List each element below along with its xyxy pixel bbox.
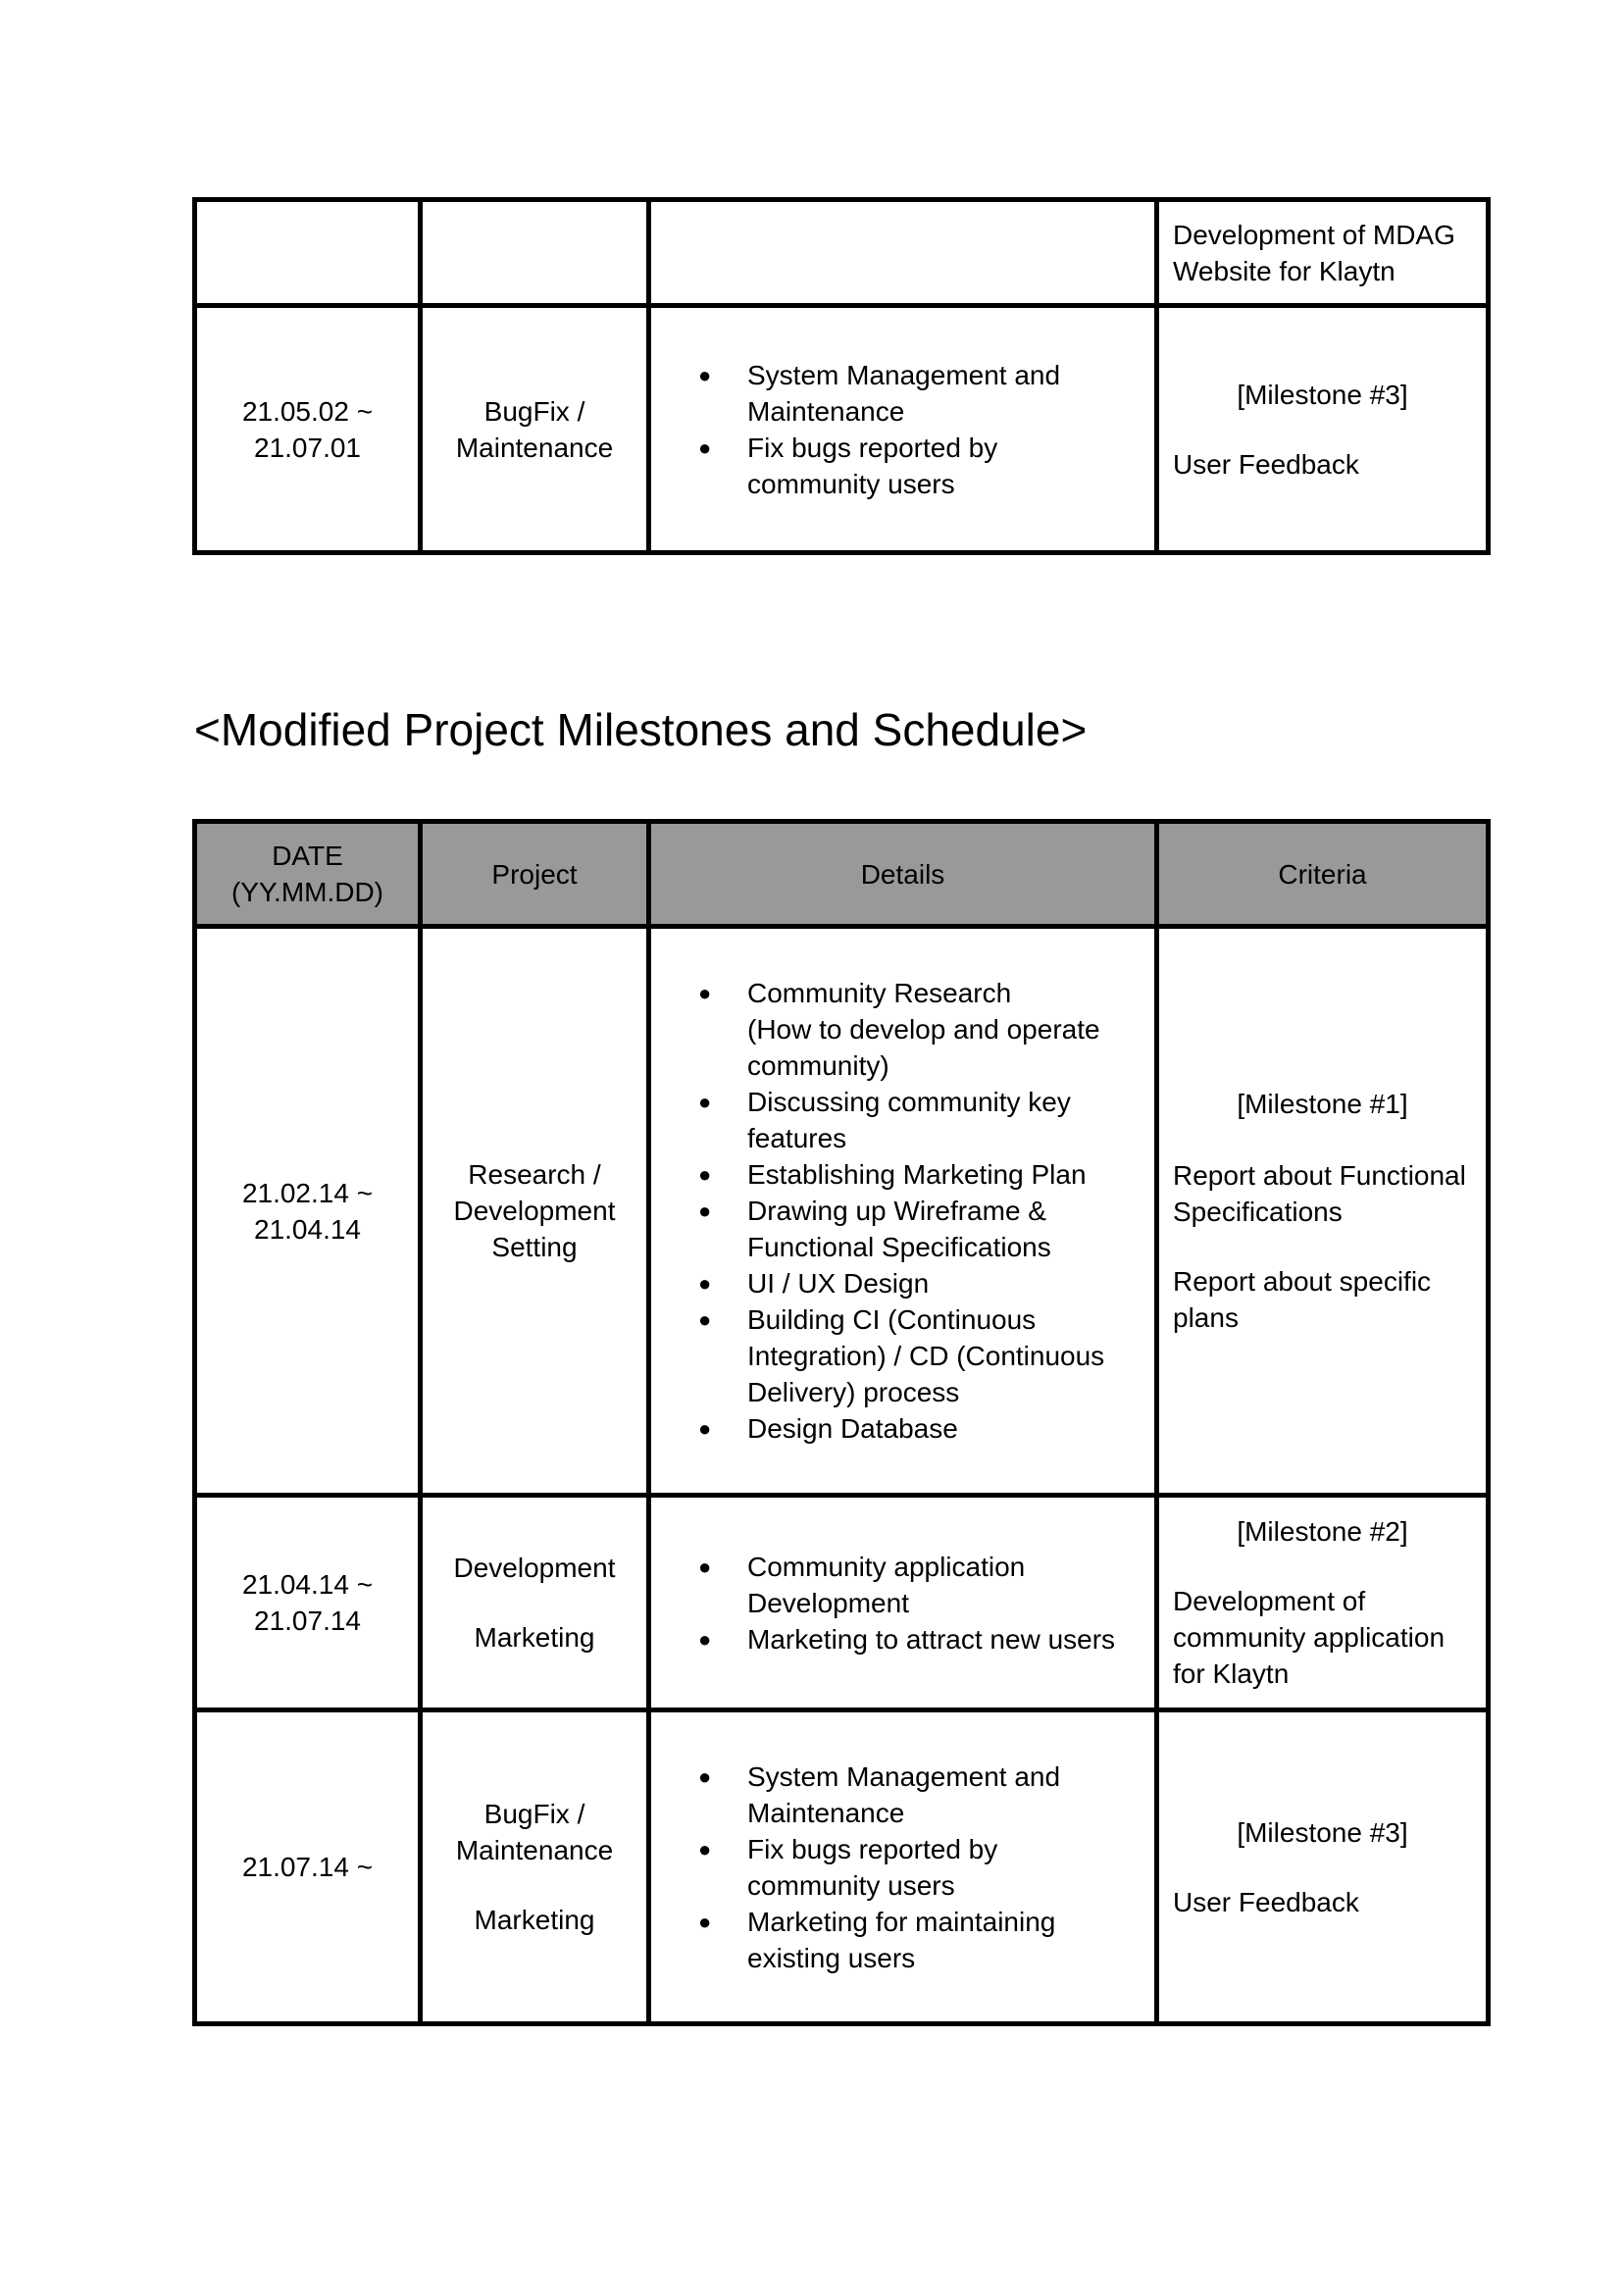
header-date: [195, 822, 421, 927]
criteria-text: Specifications: [1173, 1197, 1343, 1227]
project-cell: [421, 1496, 649, 1710]
list-item: [651, 1410, 1154, 1447]
date-line: 21.02.14 ~: [241, 1177, 374, 1208]
project-line: Marketing: [474, 1905, 595, 1935]
list-item: [651, 1265, 1154, 1301]
modified-schedule-table: [192, 819, 1491, 2026]
project-line: BugFix /: [483, 395, 585, 427]
criteria-cell: [1157, 1710, 1489, 2024]
list-item-text: ● Building CI (Continuous: [747, 1304, 1037, 1335]
list-item-text: ● Community application: [747, 1551, 1026, 1582]
section-heading: <Modified Project Milestones and Schedule>: [194, 704, 1088, 755]
table-row: [195, 1496, 1489, 1710]
date-line: 21.07.14: [254, 1606, 361, 1636]
milestone-label: [Milestone #2]: [1237, 1516, 1408, 1547]
list-item-text: ● Marketing to attract new users: [747, 1623, 1116, 1655]
list-item: [651, 1621, 1154, 1657]
project-cell: [421, 306, 649, 553]
details-list: [651, 975, 1154, 1447]
list-item: [651, 1759, 1154, 1831]
list-item: [651, 975, 1154, 1084]
details-list: [651, 1759, 1154, 1976]
criteria-text: Report about specific: [1173, 1266, 1432, 1297]
list-item-text: features: [747, 1123, 847, 1153]
list-item-text: ● System Management and: [747, 1760, 1061, 1792]
date-line: 21.07.14 ~: [241, 1852, 374, 1882]
project-line: BugFix /: [483, 1799, 585, 1829]
header-criteria: Criteria: [1157, 822, 1489, 927]
date-cell: [195, 306, 421, 553]
list-item: [651, 1549, 1154, 1621]
criteria-text: Development of: [1173, 1586, 1366, 1616]
table-row: [195, 200, 1489, 306]
criteria-line: Website for Klaytn: [1173, 255, 1396, 286]
list-item-text: Maintenance: [747, 1797, 905, 1828]
list-item: [651, 1084, 1154, 1156]
project-cell: [421, 1710, 649, 2024]
list-item-text: Integration) / CD (Continuous: [747, 1341, 1105, 1371]
date-line: 21.04.14 ~: [241, 1569, 374, 1600]
date-cell: [195, 1496, 421, 1710]
project-cell: [421, 200, 649, 306]
list-item-text: existing users: [747, 1942, 916, 1973]
details-cell: [649, 306, 1157, 553]
table-row: [195, 927, 1489, 1496]
header-details: Details: [649, 822, 1157, 927]
list-item-text: (How to develop and operate: [747, 1014, 1100, 1045]
list-item-text: ● Community Research: [747, 978, 1012, 1008]
header-project: Project: [421, 822, 649, 927]
date-cell: [195, 200, 421, 306]
project-line: Development: [453, 1196, 616, 1226]
list-item-text: ● Marketing for maintaining: [747, 1906, 1056, 1937]
list-item-text: ● Design Database: [747, 1413, 958, 1444]
list-item: [651, 1193, 1154, 1265]
criteria-text: for Klaytn: [1173, 1658, 1290, 1689]
list-item: [651, 1831, 1154, 1904]
criteria-text: User Feedback: [1173, 448, 1359, 480]
criteria-cell: [1157, 1496, 1489, 1710]
list-item-text: community users: [747, 1869, 955, 1901]
date-line: 21.04.14: [254, 1213, 361, 1245]
criteria-cell: [1157, 200, 1489, 306]
criteria-text: plans: [1173, 1302, 1239, 1333]
date-cell: [195, 927, 421, 1496]
details-cell: [649, 927, 1157, 1496]
project-line: Marketing: [474, 1622, 595, 1653]
project-line: Maintenance: [455, 1835, 614, 1865]
list-item: [651, 357, 1154, 430]
project-line: Maintenance: [455, 432, 614, 463]
header-date-line: DATE: [272, 841, 343, 871]
details-cell: [649, 200, 1157, 306]
date-line: 21.07.01: [254, 432, 361, 463]
list-item: [651, 1904, 1154, 1976]
list-item-text: ● System Management and: [747, 359, 1061, 390]
project-line: Development: [453, 1553, 616, 1583]
milestone-label: [Milestone #3]: [1237, 1816, 1408, 1848]
criteria-cell: [1157, 927, 1489, 1496]
list-item-text: community): [747, 1050, 889, 1081]
list-item-text: Development: [747, 1587, 909, 1618]
list-item-text: ● Establishing Marketing Plan: [747, 1159, 1087, 1190]
header-row: [195, 822, 1489, 927]
milestone-label: [Milestone #1]: [1237, 1089, 1408, 1119]
list-item-text: Functional Specifications: [747, 1232, 1051, 1262]
details-list: [651, 357, 1154, 502]
criteria-text: User Feedback: [1173, 1886, 1359, 1917]
list-item-text: Delivery) process: [747, 1377, 960, 1407]
list-item: [651, 1301, 1154, 1410]
list-item-text: community users: [747, 468, 955, 499]
list-item-text: ● UI / UX Design: [747, 1268, 930, 1299]
criteria-text: Report about Functional: [1173, 1160, 1466, 1191]
list-item: [651, 430, 1154, 502]
project-cell: [421, 927, 649, 1496]
details-cell: [649, 1710, 1157, 2024]
project-line: Setting: [491, 1232, 578, 1262]
list-item-text: ● Drawing up Wireframe &: [747, 1196, 1046, 1226]
date-line: 21.05.02 ~: [241, 395, 374, 427]
details-cell: [649, 1496, 1157, 1710]
date-cell: [195, 1710, 421, 2024]
criteria-text: community application: [1173, 1622, 1446, 1653]
list-item-text: ● Discussing community key: [747, 1087, 1071, 1117]
list-item-text: ● Fix bugs reported by: [747, 432, 998, 463]
header-date-line: (YY.MM.DD): [230, 877, 384, 907]
list-item-text: Maintenance: [747, 395, 905, 427]
milestone-label: [Milestone #3]: [1237, 379, 1408, 410]
previous-schedule-table: [192, 197, 1491, 555]
details-list: [651, 1549, 1154, 1657]
criteria-line: Development of MDAG: [1173, 219, 1455, 250]
project-line: Research /: [468, 1159, 601, 1190]
table-row: [195, 306, 1489, 553]
list-item-text: ● Fix bugs reported by: [747, 1833, 998, 1864]
table-row: [195, 1710, 1489, 2024]
criteria-cell: [1157, 306, 1489, 553]
list-item: [651, 1156, 1154, 1193]
